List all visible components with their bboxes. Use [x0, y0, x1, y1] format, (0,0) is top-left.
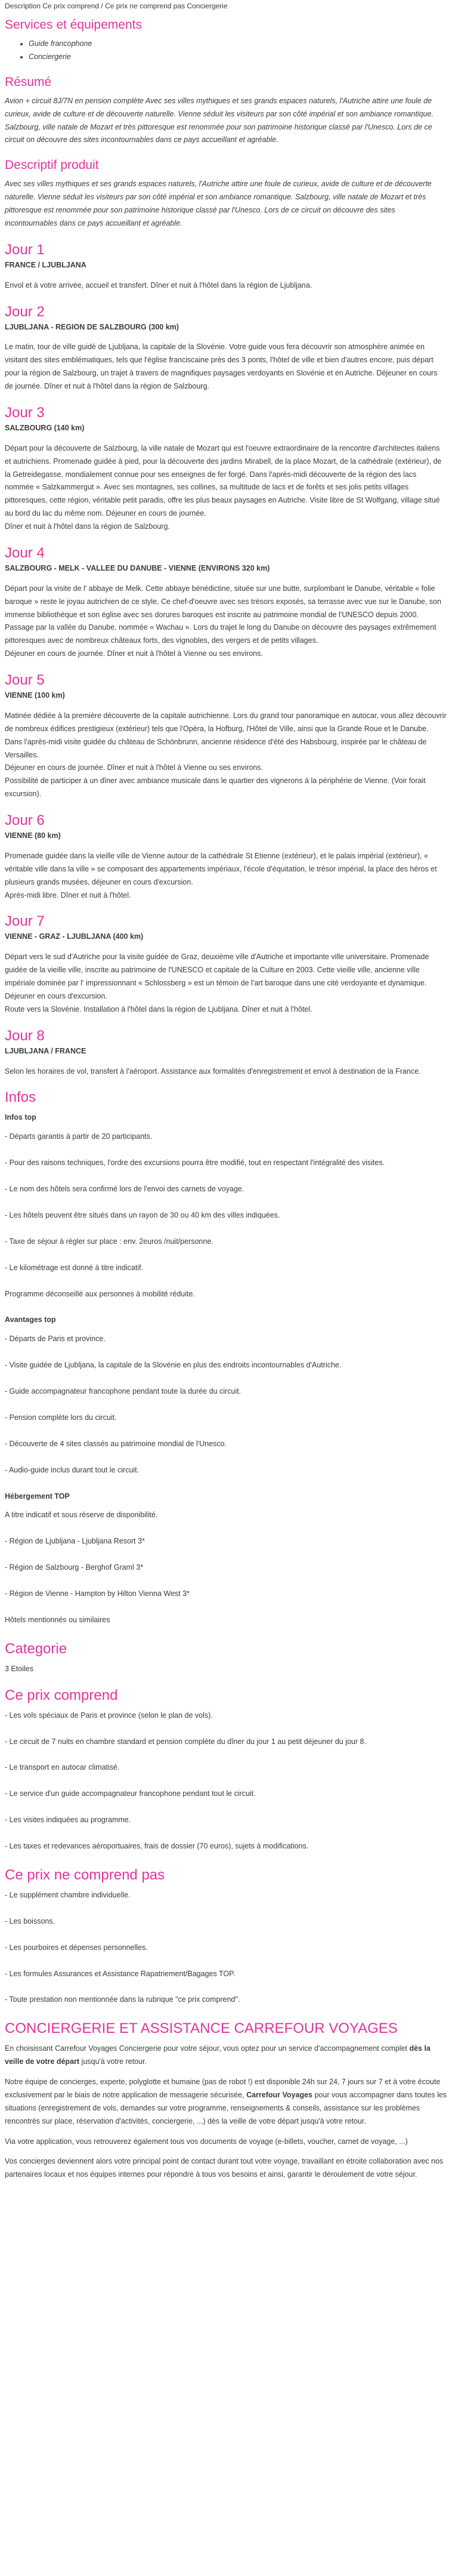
- services-title: Services et équipements: [5, 18, 142, 32]
- hebergement-line: Hôtels mentionnés ou similaires: [5, 1615, 110, 1624]
- conciergerie-paragraph: Vos concierges deviennent alors votre principal point de contact durant tout votre voyage, travaillant en étroite collaboration avec nos partenaires locaux et nos équipes internes pour répondre à tous vos besoins et ainsi, garantir le déroulement de votre séjour.: [5, 2157, 444, 2179]
- services-list: [5, 38, 447, 64]
- hebergement-line: - Région de Salzbourg - Berghof Graml 3*: [5, 1563, 144, 1572]
- prix-ne-comprend-line: - Les formules Assurances et Assistance Rapatriement/Bagages TOP.: [5, 1969, 236, 1978]
- prix-ne-comprend-line: - Les boissons.: [5, 1916, 55, 1925]
- prix-comprend-line: - Le transport en autocar climatisé.: [5, 1763, 120, 1772]
- info-line: - Pour des raisons techniques, l'ordre des excursions pourra être modifié, tout en respectant l'intégralité des visites.: [5, 1158, 385, 1167]
- categorie-value: 3 Etoiles: [5, 1664, 33, 1673]
- day-title: Jour 7: [5, 913, 45, 930]
- day-paragraph: Le matin, tour de ville guidé de Ljubljana, la capitale de la Slovénie. Votre guide vous fera découvrir son atmosphère animée en visitant des sites emblématiques, tels que l'église franciscaine près des 3 ponts, l'hôtel de ville et bien d'autres encore, puis départ pour la région de Salzbourg, un trajet à travers de magnifiques paysages verdoyants en Slovénie et en Autriche. Déjeuner en cours de journée. Dîner et nuit à l'hôtel dans la région de Salzbourg.: [5, 343, 438, 390]
- prix-comprend-title: Ce prix comprend: [5, 1687, 118, 1703]
- info-line: Programme déconseillé aux personnes à mobilité réduite.: [5, 1289, 195, 1298]
- conciergerie-paragraph: [5, 2076, 447, 2128]
- prix-comprend-line: - Les taxes et redevances aéroportuaires, frais de dossier (70 euros), sujets à modifications.: [5, 1842, 309, 1850]
- day-subtitle: VIENNE (80 km): [5, 831, 61, 840]
- day-title: Jour 1: [5, 241, 45, 258]
- day-subtitle: VIENNE - GRAZ - LJUBLJANA (400 km): [5, 932, 144, 941]
- prix-comprend-line: - Le service d'un guide accompagnateur francophone pendant tout le circuit.: [5, 1789, 256, 1798]
- conciergerie-p1-a: En choisissant Carrefour Voyages Conciergerie pour votre séjour, vous optez pour un service d'accompagnement complet: [5, 2044, 410, 2053]
- conciergerie-title: CONCIERGERIE ET ASSISTANCE CARREFOUR VOYAGES: [5, 2020, 398, 2037]
- info-line: - Le nom des hôtels sera confirmé lors de l'envoi des carnets de voyage.: [5, 1185, 244, 1193]
- descriptif-text: Avec ses villes mythiques et ses grands espaces naturels, l'Autriche attire une foule de curieux, avide de culture et de découverte naturelle. Vienne séduit les visiteurs par son côté impérial et son ambiance romantique. Salzbourg, ville natale de Mozart et très pittoresque est renommée pour son patrimoine historique classé par l'Unesco. Lors de ce circuit on découvre des sites incontournables dans ce pays accueillant et agréable.: [5, 180, 432, 227]
- day-3: [5, 404, 447, 534]
- conciergerie-p2-bold: Carrefour Voyages: [246, 2090, 312, 2099]
- day-paragraph: Route vers la Slovénie. Installation à l'hôtel dans la région de Ljubljana. Dîner et nuit à l'hôtel.: [5, 1004, 312, 1013]
- info-line: - Départs garantis à partir de 20 participants.: [5, 1132, 153, 1141]
- day-1: [5, 241, 447, 292]
- prix-ne-comprend-line: - Toute prestation non mentionnée dans la rubrique "ce prix comprend".: [5, 1995, 240, 2004]
- avantage-line: - Audio-guide inclus durant tout le circuit.: [5, 1465, 140, 1474]
- conciergerie-p1-bold: dès la veille de votre départ: [5, 2044, 431, 2066]
- prix-ne-comprend-line: - Les pourboires et dépenses personnelles.: [5, 1943, 148, 1952]
- day-title: Jour 3: [5, 404, 45, 421]
- hebergement-heading: Hébergement TOP: [5, 1492, 70, 1500]
- resume-text: Avion + circuit 8J/7N en pension complète Avec ses villes mythiques et ses grands espaces naturels, l'Autriche attire une foule de curieux, avide de culture et de découverte naturelle. Vienne séduit les visiteurs par son côté impérial et son ambiance romantique. Salzbourg, ville natale de Mozart et très pittoresque est renommée pour son patrimoine historique classé par l'Unesco. Lors de ce circuit on découvre des sites incontournables dans ce pays accueillant et agréable.: [5, 96, 434, 144]
- prix-comprend-line: - Les visites indiquées au programme.: [5, 1816, 131, 1825]
- infos-top-heading: Infos top: [5, 1113, 36, 1122]
- info-line: - Taxe de séjour à régler sur place : env. 2euros /nuit/personne.: [5, 1237, 213, 1246]
- day-subtitle: FRANCE / LJUBLJANA: [5, 260, 86, 269]
- hebergement-line: - Région de Vienne - Hampton by Hilton Vienna West 3*: [5, 1589, 190, 1598]
- avantage-line: - Visite guidée de Ljubljana, la capitale de la Slovénie en plus des endroits incontournables d'Autriche.: [5, 1361, 342, 1370]
- day-paragraph: Déjeuner en cours de journée. Dîner et nuit à l'hôtel à Vienne ou ses environs.: [5, 763, 263, 772]
- avantage-line: - Guide accompagnateur francophone pendant toute la durée du circuit.: [5, 1387, 242, 1395]
- conciergerie-paragraph: [5, 2042, 447, 2069]
- day-paragraph: Dans l'après-midi visite guidée du château de Schönbrunn, ancienne résidence d'été des Habsbourg, inspirée par le château de Versailles.: [5, 737, 427, 759]
- day-6: [5, 812, 447, 902]
- avantage-line: - Pension complète lors du circuit.: [5, 1413, 117, 1422]
- conciergerie-p2-b: pour vous accompagner dans toutes les situations (enregistrement de vols, demandes sur votre programme, renseignements & conseils, assistance sur les problèmes rencontrés sur place, réservation d'activités, conciergerie, ...) dès la veille de votre départ jusqu'à votre retour.: [5, 2090, 447, 2125]
- day-paragraph: Départ vers le sud d'Autriche pour la visite guidée de Graz, deuxième ville d'Autriche et importante ville universitaire. Promenade guidée de la vieille ville, inscrite au patrimoine de l'UNESCO et capitale de la Culture en 2003. Cette vieille ville, ancienne ville impériale dominée par l' impressionnant « Schlossberg » est un témoin de l'art baroque dans une cité verdoyante et dynamique. Déjeuner en cours d'excursion.: [5, 953, 429, 1000]
- day-paragraph: Déjeuner en cours de journée. Dîner et nuit à l'hôtel à Vienne ou ses environs.: [5, 649, 263, 658]
- day-paragraph: Matinée dédiée à la première découverte de la capitale autrichienne. Lors du grand tour panoramique en autocar, vous allez découvrir de nombreux édifices prestigieux (extérieur) tels que l'Opéra, la Hofburg, l'Hôtel de Ville, ainsi que la Grande Roue et le Danube.: [5, 711, 447, 733]
- prix-ne-comprend-line: - Le supplément chambre individuelle.: [5, 1890, 131, 1899]
- day-subtitle: LJUBLJANA - REGION DE SALZBOURG (300 km): [5, 322, 179, 331]
- day-title: Jour 2: [5, 303, 45, 320]
- day-title: Jour 8: [5, 1027, 45, 1044]
- infos-title: Infos: [5, 1089, 36, 1106]
- day-subtitle: LJUBLJANA / FRANCE: [5, 1046, 86, 1055]
- service-item: • Guide francophone: [29, 38, 447, 51]
- day-7: [5, 913, 447, 1016]
- avantages-heading: Avantages top: [5, 1315, 56, 1324]
- prix-comprend-line: - Les vols spéciaux de Paris et province (selon le plan de vols).: [5, 1711, 213, 1720]
- day-4: [5, 544, 447, 661]
- conciergerie-p2-a: Notre équipe de concierges, experte, polyglotte et humaine (pas de robot !) est disponible 24h sur 24, 7 jours sur 7 et à votre écoute exclusivement par le biais de notre application de messagerie sécurisée,: [5, 2078, 441, 2099]
- prix-ne-comprend-title: Ce prix ne comprend pas: [5, 1866, 165, 1883]
- day-subtitle: SALZBOURG - MELK - VALLEE DU DANUBE - VIENNE (ENVIRONS 320 km): [5, 563, 270, 572]
- service-item: • Conciergerie: [29, 51, 447, 64]
- day-subtitle: VIENNE (100 km): [5, 691, 65, 700]
- info-line: - Les hôtels peuvent être situés dans un rayon de 30 ou 40 km des villes indiquées.: [5, 1210, 280, 1219]
- day-paragraph: Dîner et nuit à l'hôtel dans la région de Salzbourg.: [5, 522, 170, 531]
- day-subtitle: SALZBOURG (140 km): [5, 423, 85, 432]
- day-title: Jour 5: [5, 672, 45, 688]
- day-paragraph: Envol et à votre arrivée, accueil et transfert. Dîner et nuit à l'hôtel dans la région de Ljubljana.: [5, 281, 312, 289]
- day-paragraph: Départ pour la découverte de Salzbourg, la ville natale de Mozart qui est l'oeuvre extraordinaire de la rencontre d'architectes italiens et autrichiens. Promenade guidée à pied, pour la découverte des jardins Mirabell, de la place Mozart, de la cathédrale (extérieur), de la Getreidegasse, mondialement connue pour ses enseignes de fer forgé. Dans l'après-midi découverte de la région des lacs nommée « Salzkammergut ». Avec ses montagnes, ses collines, sa multitude de lacs et de forêts et ses jolis petits villages pittoresques, cette région, véritable petit paradis, offre les plus beaux paysages en Autriche. Visite libre de St Wolfgang, village situé au bord du lac du même nom. Déjeuner en cours de journée.: [5, 443, 442, 518]
- day-8: [5, 1027, 447, 1079]
- categorie-title: Categorie: [5, 1640, 67, 1657]
- day-5: [5, 671, 447, 801]
- conciergerie-p1-b: jusqu'à votre retour.: [79, 2057, 147, 2066]
- hebergement-line: A titre indicatif et sous réserve de disponibilité.: [5, 1511, 158, 1520]
- descriptif-title: Descriptif produit: [5, 158, 99, 172]
- avantage-line: - Découverte de 4 sites classés au patrimoine mondial de l'Unesco.: [5, 1439, 227, 1448]
- day-paragraph: Départ pour la visite de l' abbaye de Melk. Cette abbaye bénédictine, située sur une butte, surplombant le Danube, véritable « folie baroque » reste le joyau autrichien de ce style. Ce chef-d'oeuvre avec ses trésors exposés, sa terrasse avec vue sur le Danube, son immense bibliothèque et son église avec ses dorures baroques est inscrite au patrimoine mondial de l'UNESCO depuis 2000. Passage par la vallée du Danube, nommée « Wachau ». Lors du trajet le long du Danube on découvre des paysages extrêmement pittoresques avec de nombreux châteaux forts, des vignobles, des vergers et de petits villages.: [5, 584, 441, 645]
- day-paragraph: Après-midi libre. Dîner et nuit à l'hôtel.: [5, 890, 131, 899]
- hebergement-line: - Région de Ljubljana - Ljubljana Resort 3*: [5, 1537, 145, 1546]
- prix-comprend-line: - Le circuit de 7 nuits en chambre standard et pension complète du dîner du jour 1 au petit déjeuner du jour 8.: [5, 1737, 366, 1746]
- day-2: [5, 303, 447, 393]
- avantage-line: - Départs de Paris et province.: [5, 1335, 106, 1344]
- day-paragraph: Promenade guidée dans la vieille ville de Vienne autour de la cathédrale St Etienne (extérieur), et le palais impérial (extérieur), « véritable ville dans la ville » se composant des appartements impériaux, l'école d'équitation, le trésor impérial, la place des héros et plusieurs grands musées, déjeuner en cours d'excursion.: [5, 851, 437, 886]
- day-paragraph: Selon les horaires de vol, transfert à l'aéroport. Assistance aux formalités d'enregistrement et envol à destination de la France.: [5, 1067, 421, 1076]
- day-paragraph: Possibilité de participer à un dîner avec ambiance musicale dans le quartier des vignerons à la périphérie de Vienne. (Voir forait excursion).: [5, 777, 426, 799]
- day-title: Jour 6: [5, 812, 45, 828]
- conciergerie-paragraph: Via votre application, vous retrouverez également tous vos documents de voyage (e-billets, voucher, carnet de voyage, ...): [5, 2137, 408, 2146]
- breadcrumb: Description Ce prix comprend / Ce prix ne comprend pas Conciergerie: [5, 2, 228, 10]
- day-title: Jour 4: [5, 544, 45, 561]
- info-line: - Le kilométrage est donné à titre indicatif.: [5, 1263, 144, 1272]
- resume-title: Résumé: [5, 75, 52, 89]
